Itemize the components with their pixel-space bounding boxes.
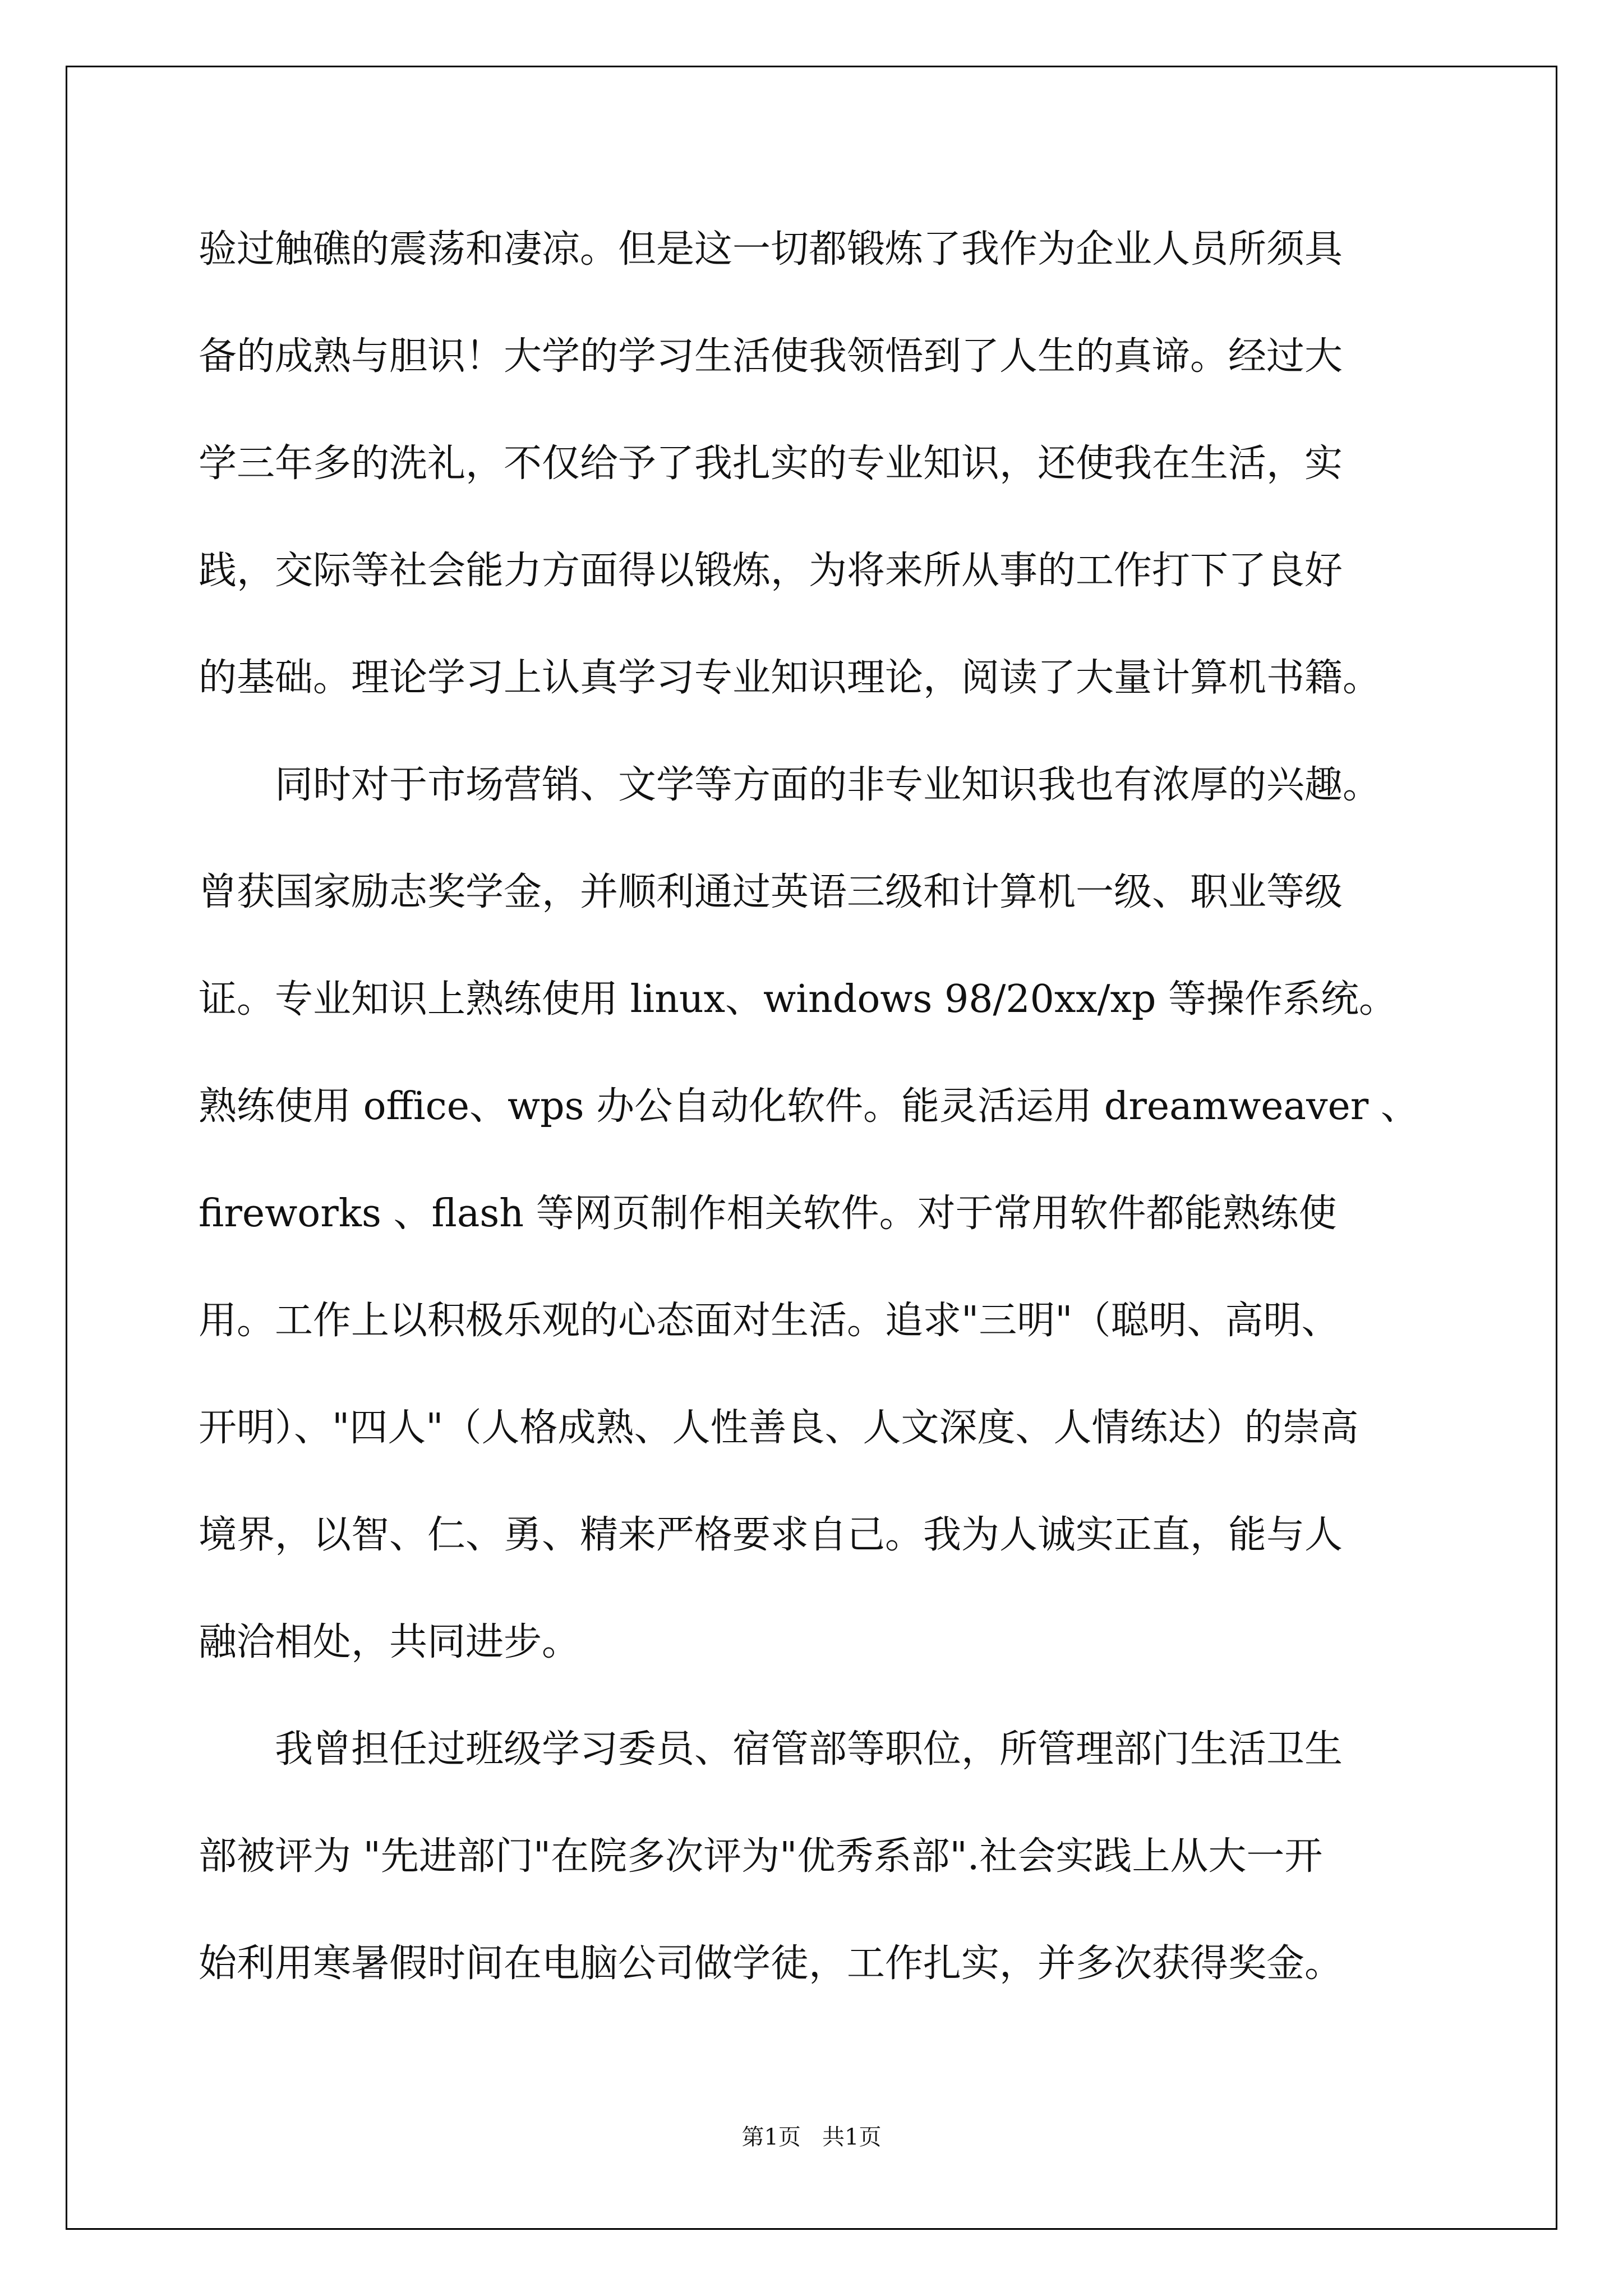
text-line: 验过触礁的震荡和凄凉。但是这一切都锻炼了我作为企业人员所须具 [199, 227, 1343, 272]
text-line: 开明）、"四人"（人格成熟、人性善良、人文深度、人情练达）的崇高 [199, 1406, 1359, 1450]
text-line: 境界，以智、仁、勇、精来严格要求自己。我为人诚实正直，能与人 [199, 1513, 1343, 1557]
text-line: 践，交际等社会能力方面得以锻炼，为将来所从事的工作打下了良好 [199, 549, 1343, 593]
text-line: 的基础。理论学习上认真学习专业知识理论，阅读了大量计算机书籍。 [199, 656, 1381, 700]
paragraph-first-line: 我曾担任过班级学习委员、宿管部等职位，所管理部门生活卫生 [275, 1727, 1343, 1772]
text-line: 曾获国家励志奖学金，并顺利通过英语三级和计算机一级、职业等级 [199, 870, 1343, 914]
text-line: fireworks 、flash 等网页制作相关软件。对于常用软件都能熟练使 [199, 1191, 1337, 1236]
text-line: 熟练使用 office、wps 办公自动化软件。能灵活运用 dreamweaver 、 [199, 1084, 1419, 1129]
text-line: 学三年多的洗礼，不仅给予了我扎实的专业知识，还使我在生活，实 [199, 441, 1343, 486]
text-line: 证。专业知识上熟练使用 linux、windows 98/20xx/xp 等操作系统。 [199, 977, 1398, 1022]
paragraph-first-line: 同时对于市场营销、文学等方面的非专业知识我也有浓厚的兴趣。 [275, 763, 1381, 807]
page-border [66, 66, 1557, 2230]
text-line: 备的成熟与胆识！大学的学习生活使我领悟到了人生的真谛。经过大 [199, 334, 1343, 379]
text-line: 用。工作上以积极乐观的心态面对生活。追求"三明"（聪明、高明、 [199, 1299, 1340, 1343]
text-line: 部被评为 "先进部门"在院多次评为"优秀系部".社会实践上从大一开 [199, 1834, 1323, 1879]
page-number-footer: 第1页 共1页 [741, 2124, 882, 2150]
text-line: 融洽相处，共同进步。 [199, 1620, 580, 1664]
text-line: 始利用寒暑假时间在电脑公司做学徒，工作扎实，并多次获得奖金。 [199, 1941, 1343, 1986]
